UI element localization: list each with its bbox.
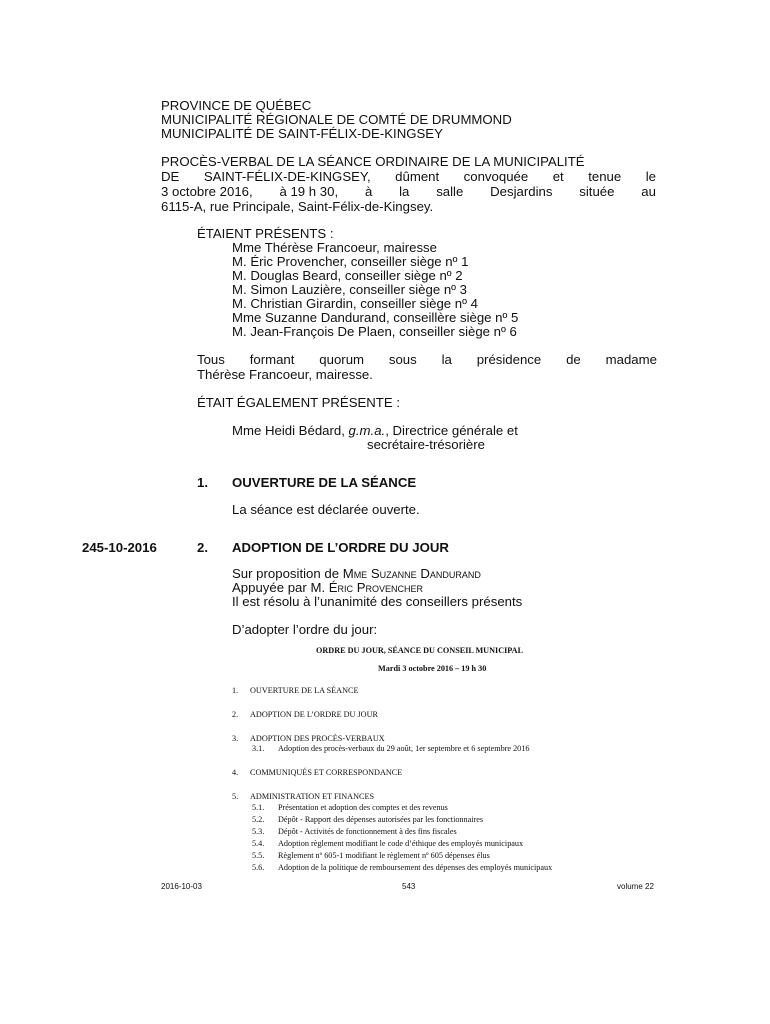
agenda-subitem-label: Adoption des procès-verbaux du 29 août, 1er septembre et 6 septembre 2016 [278, 744, 530, 753]
proposal-prefix: Sur proposition de [232, 566, 343, 581]
agenda-subitem-label: Adoption de la politique de remboursement des dépenses des employés municipaux [278, 863, 553, 872]
quorum-line-2: Thérèse Francoeur, mairesse. [197, 367, 373, 382]
resolved-line: Il est résolu à l’unanimité des conseillers présents [232, 594, 523, 609]
present-heading: ÉTAIENT PRÉSENTS : [197, 226, 334, 241]
footer-volume: volume 22 [617, 882, 654, 891]
agenda-item-label: OUVERTURE DE LA SÉANCE [250, 686, 359, 695]
agenda-subitem-num: 5.6. [252, 863, 265, 872]
present-member: Mme Suzanne Dandurand, conseillère siège nº 5 [232, 310, 519, 325]
intro-line-3 [161, 185, 656, 200]
agenda-item-label: COMMUNIQUÉS ET CORRESPONDANCE [250, 768, 403, 777]
present-member: Mme Thérèse Francoeur, mairesse [232, 240, 437, 255]
word: DE [161, 169, 180, 184]
agenda-subitem-label: Adoption règlement modifiant le code d’éthique des employés municipaux [278, 839, 524, 848]
word: située [579, 184, 615, 199]
intro-line-1 [161, 155, 656, 170]
section-1-title: OUVERTURE DE LA SÉANCE [232, 475, 417, 490]
secretary-role: , Directrice générale et [385, 423, 518, 438]
present-member: M. Douglas Beard, conseiller siège nº 2 [232, 268, 463, 283]
word: à [364, 184, 373, 199]
agenda-item-num: 5. [232, 792, 239, 801]
agenda-item-num: 3. [232, 734, 239, 743]
present-member: M. Simon Lauzière, conseiller siège nº 3 [232, 282, 467, 297]
agenda-subitem-num: 5.3. [252, 827, 265, 836]
agenda-item-label: ADMINISTRATION ET FINANCES [250, 792, 375, 801]
section-1-number: 1. [197, 475, 208, 490]
word: présidence [476, 352, 542, 367]
word: madame [605, 352, 657, 367]
word: au [641, 184, 656, 199]
word: tenue [588, 169, 622, 184]
resolution-number: 245-10-2016 [82, 540, 157, 555]
agenda-subitem-num: 5.2. [252, 815, 265, 824]
agenda-item-label: ADOPTION DE L’ORDRE DU JOUR [250, 710, 378, 719]
agenda-subitem-num: 5.1. [252, 803, 265, 812]
quorum-line-1 [197, 353, 657, 368]
agenda-subitem-num: 5.5. [252, 851, 265, 860]
agenda-subitem-num: 3.1. [252, 744, 265, 753]
also-present-heading: ÉTAIT ÉGALEMENT PRÉSENTE : [197, 395, 400, 410]
seconded-prefix: Appuyée par [232, 580, 311, 595]
word: le [645, 169, 656, 184]
word: de [566, 352, 581, 367]
intro-text: PROCÈS-VERBAL DE LA SÉANCE ORDINAIRE DE LA MUNICIPALITÉ [161, 154, 585, 169]
word: sous [388, 352, 417, 367]
secretary-name: Mme Heidi Bédard, [232, 423, 349, 438]
word: à 19 h 30, [279, 184, 339, 199]
word: la [441, 352, 452, 367]
section-1-text: La séance est déclarée ouverte. [232, 502, 420, 517]
word: quorum [319, 352, 365, 367]
present-member: M. Jean-François De Plaen, conseiller siège nº 6 [232, 324, 517, 339]
agenda-subitem-num: 5.4. [252, 839, 265, 848]
agenda-subitem-label: Présentation et adoption des comptes et des revenus [278, 803, 448, 812]
footer-page-number: 543 [402, 882, 416, 891]
agenda-item-num: 2. [232, 710, 239, 719]
word: Desjardins [490, 184, 553, 199]
agenda-subitem-label: Dépôt - Activités de fonctionnement à des fins fiscales [278, 827, 457, 836]
header-mrc: MUNICIPALITÉ RÉGIONALE DE COMTÉ DE DRUMMOND [161, 112, 512, 127]
present-member: M. Christian Girardin, conseiller siège nº 4 [232, 296, 478, 311]
agenda-title: ORDRE DU JOUR, SÉANCE DU CONSEIL MUNICIPAL [316, 646, 524, 655]
agenda-item-label: ADOPTION DES PROCÈS-VERBAUX [250, 734, 385, 743]
word: 3 octobre 2016, [161, 184, 253, 199]
word: convoquée [463, 169, 529, 184]
word: SAINT-FÉLIX-DE-KINGSEY, [203, 169, 371, 184]
header-municipality: MUNICIPALITÉ DE SAINT-FÉLIX-DE-KINGSEY [161, 126, 443, 141]
agenda-subitem-label: Règlement nº 605-1 modifiant le règlement nº 605 dépenses élus [278, 851, 490, 860]
word: la [399, 184, 410, 199]
agenda-date: Mardi 3 octobre 2016 – 19 h 30 [378, 664, 487, 673]
word: salle [436, 184, 464, 199]
intro-line-4: 6115-A, rue Principale, Saint-Félix-de-Kingsey. [161, 199, 434, 214]
secretary-title-abbr: g.m.a. [348, 423, 386, 438]
section-2-title: ADOPTION DE L’ORDRE DU JOUR [232, 540, 449, 555]
word: formant [249, 352, 295, 367]
agenda-subitem-label: Dépôt - Rapport des dépenses autorisées par les fonctionnaires [278, 815, 484, 824]
secretary-line-2: secrétaire-trésorière [367, 437, 485, 452]
agenda-item-num: 4. [232, 768, 239, 777]
intro-line-2 [161, 170, 656, 185]
footer-date: 2016-10-03 [161, 882, 202, 891]
word: et [552, 169, 564, 184]
present-member: M. Éric Provencher, conseiller siège nº 1 [232, 254, 469, 269]
agenda-item-num: 1. [232, 686, 239, 695]
word: dûment [395, 169, 440, 184]
section-2-number: 2. [197, 540, 208, 555]
adopt-line: D’adopter l’ordre du jour: [232, 622, 378, 637]
proposal-name: Mme Suzanne Dandurand [342, 566, 481, 581]
seconded-name: M. Éric Provencher [310, 580, 424, 595]
header-province: PROVINCE DE QUÉBEC [161, 98, 312, 113]
word: Tous [197, 352, 225, 367]
